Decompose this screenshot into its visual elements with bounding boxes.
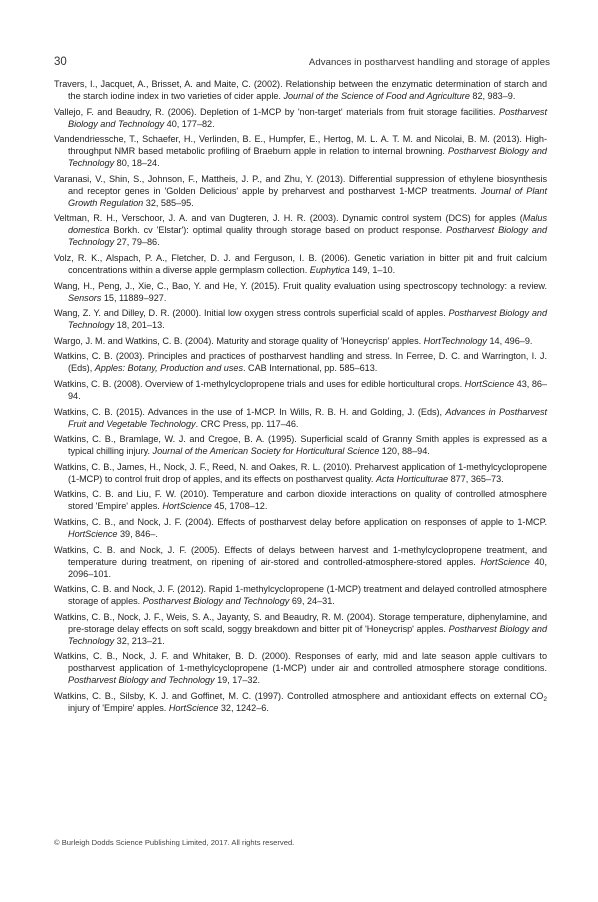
reference-text: 80, 18–24. [114, 158, 160, 169]
reference-text: 32, 1242–6. [218, 702, 269, 713]
reference-text: Watkins, C. B., and Nock, J. F. (2004). Effects of postharvest delay before application on responses of apple to 1-MCP. [54, 516, 547, 527]
reference-text: Watkins, C. B., James, H., Nock, J. F., Reed, N. and Oakes, R. L. (2010). Preharvest application of 1-methylcyclopropene (1-MCP) to control fruit drop of apples, and its effects on postharvest quality. [54, 461, 547, 484]
reference-text: 32, 585–95. [143, 197, 194, 208]
reference-text: Watkins, C. B. and Liu, F. W. (2010). Temperature and carbon dioxide interactions on quality of controlled atmosphere stored 'Empire' apples. [54, 489, 547, 512]
reference-text: 15, 11889–927. [101, 292, 167, 303]
reference-entry [54, 611, 547, 647]
reference-text: 40, 2096–101. [68, 556, 548, 579]
reference-entry [54, 173, 547, 209]
reference-text: Wargo, J. M. and Watkins, C. B. (2004). Maturity and storage quality of 'Honeycrisp' apples. [54, 335, 424, 346]
reference-journal: HortScience [480, 556, 530, 567]
reference-text: . CRC Press, pp. 117–46. [195, 418, 299, 429]
reference-text: Watkins, C. B. and Nock, J. F. (2005). Effects of delays between harvest and 1-methylcyclopropene treatment, and temperature during treatment, on ripening of air-stored and controlled-atmosphere-stored apples. [54, 544, 547, 567]
reference-entry [54, 212, 547, 248]
reference-text: 45, 1708–12. [211, 501, 268, 512]
reference-journal: Apples: Botany, Production and uses [94, 363, 244, 374]
reference-journal: Postharvest Biology and Technology [68, 146, 547, 169]
reference-journal: Journal of the Science of Food and Agriculture [283, 91, 470, 101]
running-head: Advances in postharvest handling and storage of apples [308, 57, 550, 68]
reference-text: 39, 846–. [117, 528, 158, 539]
reference-journal: Postharvest Biology and Technology [142, 596, 290, 607]
reference-text: 69, 24–31. [289, 596, 335, 607]
reference-text: Watkins, C. B., Nock, J. F. and Whitaker, B. D. (2000). Responses of early, mid and late season apple cultivars to postharvest application of 1-methylcyclopropene (1-MCP) under air and controlled atmosphere storage conditions. [54, 651, 547, 674]
reference-text: 27, 79–86. [114, 237, 160, 248]
reference-text: 43, 86–94. [68, 378, 547, 401]
reference-text: Watkins, C. B. and Nock, J. F. (2012). Rapid 1-methylcyclopropene (1-MCP) treatment and delayed controlled atmosphere storage of apples. [54, 584, 547, 607]
reference-text: 19, 17–32. [214, 675, 261, 686]
reference-text: Watkins, C. B. (2015). Advances in the use of 1-MCP. In Wills, R. B. H. and Golding, J. (Eds), [54, 406, 446, 417]
reference-entry [54, 78, 547, 102]
page-number: 30 [54, 56, 67, 68]
reference-text: Watkins, C. B., Nock, J. F., Weis, S. A., Jayanty, S. and Beaudry, R. M. (2004). Storage temperature, diphenylamine, and pre-storage delay effects on soft scald, soggy breakdown and bitter pit of 'Honeycrisp' apples. [54, 611, 547, 634]
reference-entry [54, 280, 547, 304]
reference-text: Borkh. cv 'Elstar'): optimal quality through storage based on product response. [109, 225, 447, 236]
reference-text: injury of 'Empire' apples. [68, 702, 169, 713]
reference-entry [54, 378, 547, 402]
reference-text: Veltman, R. H., Verschoor, J. A. and van Dugteren, J. H. R. (2003). Dynamic control system (DCS) for apples ( [54, 213, 523, 224]
reference-journal: HortScience [162, 501, 212, 512]
reference-text: . CAB International, pp. 585–613. [243, 363, 378, 374]
reference-entry [54, 516, 547, 540]
reference-text: Watkins, C. B. (2003). Principles and practices of postharvest handling and stress. In Ferree, D. C. and Warrington, I. J. (Eds), [54, 351, 547, 374]
reference-entry [54, 133, 547, 169]
reference-text: Watkins, C. B., Bramlage, W. J. and Cregoe, B. A. (1995). Superficial scald of Granny Smith apples is expressed as a typical chilling injury. [54, 434, 547, 457]
reference-entry [54, 106, 547, 130]
reference-list [54, 78, 547, 717]
reference-entry [54, 350, 547, 374]
reference-journal: Postharvest Biology and Technology [68, 675, 215, 686]
reference-journal: Euphytica [309, 264, 350, 275]
reference-journal: Advances in Postharvest Fruit and Vegetable Technology [68, 406, 548, 429]
reference-text: Varanasi, V., Shin, S., Johnson, F., Mattheis, J. P., and Zhu, Y. (2013). Differential suppression of ethylene biosynthesis and receptor genes in 'Golden Delicious' apple by preharvest and postharvest 1-MCP treatments. [54, 173, 547, 196]
reference-text: Volz, R. K., Alspach, P. A., Fletcher, D. J. and Ferguson, I. B. (2006). Genetic variation in bitter pit and fruit calcium concentrations within a diverse apple germplasm collection. [54, 252, 547, 275]
reference-entry [54, 252, 547, 276]
copyright-footer: © Burleigh Dodds Science Publishing Limited, 2017. All rights reserved. [54, 838, 295, 847]
reference-text: 32, 213–21. [114, 635, 165, 646]
reference-journal: HortTechnology [423, 335, 487, 346]
reference-text: Wang, H., Peng, J., Xie, C., Bao, Y. and He, Y. (2015). Fruit quality evaluation using spectroscopy technology: a review. [54, 280, 547, 291]
reference-journal: HortScience [464, 378, 515, 389]
reference-journal: HortScience [68, 528, 118, 539]
reference-entry [54, 307, 547, 331]
reference-journal: Acta Horticulturae [375, 473, 449, 484]
reference-text: 18, 201–13. [114, 320, 165, 331]
reference-text: 14, 496–9. [486, 335, 533, 346]
reference-entry [54, 488, 547, 512]
reference-journal: Postharvest Biology and Technology [68, 106, 547, 129]
reference-journal: Malus domestica [68, 213, 547, 236]
reference-text: 40, 177–82. [164, 118, 215, 129]
reference-text: 149, 1–10. [349, 264, 396, 275]
reference-journal: Journal of the American Society for Horticultural Science [152, 446, 380, 457]
reference-entry [54, 544, 547, 580]
reference-journal: Sensors [68, 292, 102, 303]
reference-journal: Postharvest Biology and Technology [68, 308, 548, 331]
reference-text: Watkins, C. B., Silsby, K. J. and Goffinet, M. C. (1997). Controlled atmosphere and antioxidant effects on external CO [54, 690, 544, 701]
reference-journal: Postharvest Biology and Technology [68, 623, 547, 646]
reference-entry [54, 433, 547, 457]
reference-subscript: 2 [543, 695, 547, 703]
reference-text: Travers, I., Jacquet, A., Brisset, A. and Maite, C. (2002). Relationship between the enzymatic determination of starch and the starch iodine index in two varieties of cider apple. [54, 79, 547, 101]
reference-text: Wang, Z. Y. and Dilley, D. R. (2000). Initial low oxygen stress controls superficial scald of apples. [54, 308, 449, 319]
reference-journal: HortScience [168, 702, 219, 713]
reference-entry [54, 461, 547, 485]
reference-entry [54, 650, 547, 686]
reference-text: 82, 983–9. [469, 91, 516, 101]
reference-text: 877, 365–73. [448, 473, 504, 484]
reference-entry [54, 690, 547, 714]
reference-text: 120, 88–94. [379, 446, 430, 457]
reference-entry [54, 583, 547, 607]
reference-journal: Journal of Plant Growth Regulation [68, 185, 548, 208]
reference-text: Vandendriessche, T., Schaefer, H., Verlinden, B. E., Humpfer, E., Hertog, M. L. A. T. M. and Nicolai, B. M. (2013). High-throughput NMR based metabolic profiling of Braeburn apple in relation to internal browning. [54, 134, 547, 157]
reference-journal: Postharvest Biology and Technology [68, 225, 547, 248]
reference-entry [54, 406, 547, 430]
reference-text: Vallejo, F. and Beaudry, R. (2006). Depletion of 1-MCP by 'non-target' materials from fruit storage facilities. [54, 106, 500, 117]
reference-text: Watkins, C. B. (2008). Overview of 1-methylcyclopropene trials and uses for edible horticultural crops. [54, 378, 465, 389]
reference-entry [54, 335, 547, 347]
